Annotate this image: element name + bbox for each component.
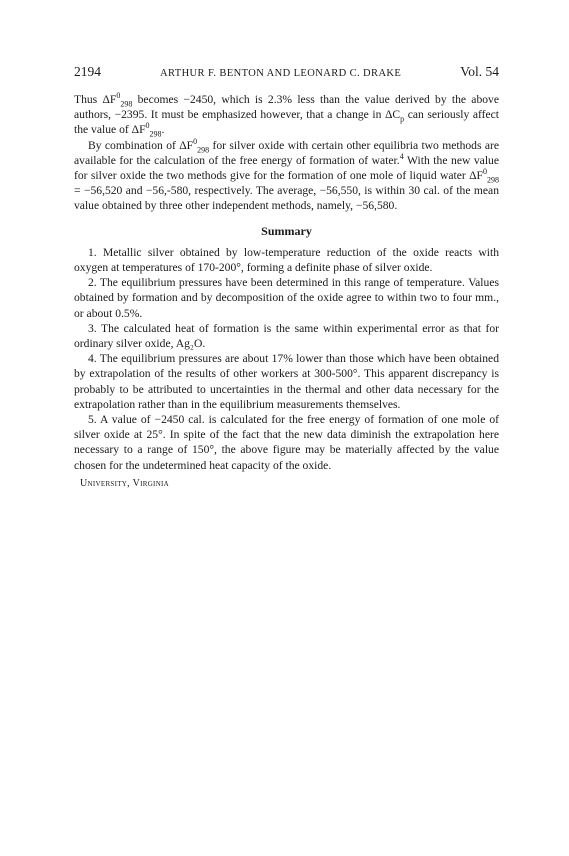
volume-label: Vol. 54 xyxy=(460,64,499,79)
article-body xyxy=(74,92,499,491)
running-title: ARTHUR F. BENTON AND LEONARD C. DRAKE xyxy=(160,68,402,79)
paragraph-continuation: Thus $\Delta F^0_{298}$ becomes −2450, which is 2.3% less than the value derived by the above authors, −2395. It must be emphasized however, that a change in $\Delta C_p$ can seriously affect the value of $\Delta F^0_{298}$. xyxy=(74,91,499,139)
affiliation: University, Virginia xyxy=(80,477,170,489)
summary-item: 3. The calculated heat of formation is the same within experimental error as that for ordinary silver oxide, Ag₂O. xyxy=(74,321,499,351)
summary-item: 4. The equilibrium pressures are about 17% lower than those which have been obtained by extrapolation of the results of other workers at 300-500°. This apparent discrepancy is probably to be attributed to uncertainties in the thermal and other data necessary for the extrapolation rather than in the equilibrium measurements themselves. xyxy=(74,352,499,411)
summary-item: 2. The equilibrium pressures have been determined in this range of temperature. Values obtained by formation and by decomposition of the oxide agree to within two to four mm., or about 0.5%. xyxy=(74,276,499,320)
summary-item: 1. Metallic silver obtained by low-temperature reduction of the oxide reacts with oxygen at temperatures of 170-200°, forming a definite phase of silver oxide. xyxy=(74,245,499,275)
page-header xyxy=(74,64,499,80)
summary-item: 5. A value of −2450 cal. is calculated for the free energy of formation of one mole of silver oxide at 25°. In spite of the fact that the new data diminish the extrapolation here necessary to a range of 150°, the above figure may be materially affected by the value chosen for the undetermined heat capacity of the oxide. xyxy=(74,413,499,472)
paragraph-free-energy: By combination of $\Delta F^0_{298}$ for silver oxide with certain other equilibria two methods are available for the calculation of the free energy of formation of water.$^4$ With the new value for silver oxide the two methods give for the formation of one mole of liquid water $\Delta F^0_{298} = -56,520$ and −56,-580, respectively. The average, −56,550, is within 30 cal. of the mean value obtained by three other independent methods, namely, −56,580. xyxy=(74,136,500,213)
summary-heading: Summary xyxy=(261,223,312,238)
footnote-reference: 4 xyxy=(399,151,404,161)
page-number: 2194 xyxy=(74,64,101,79)
